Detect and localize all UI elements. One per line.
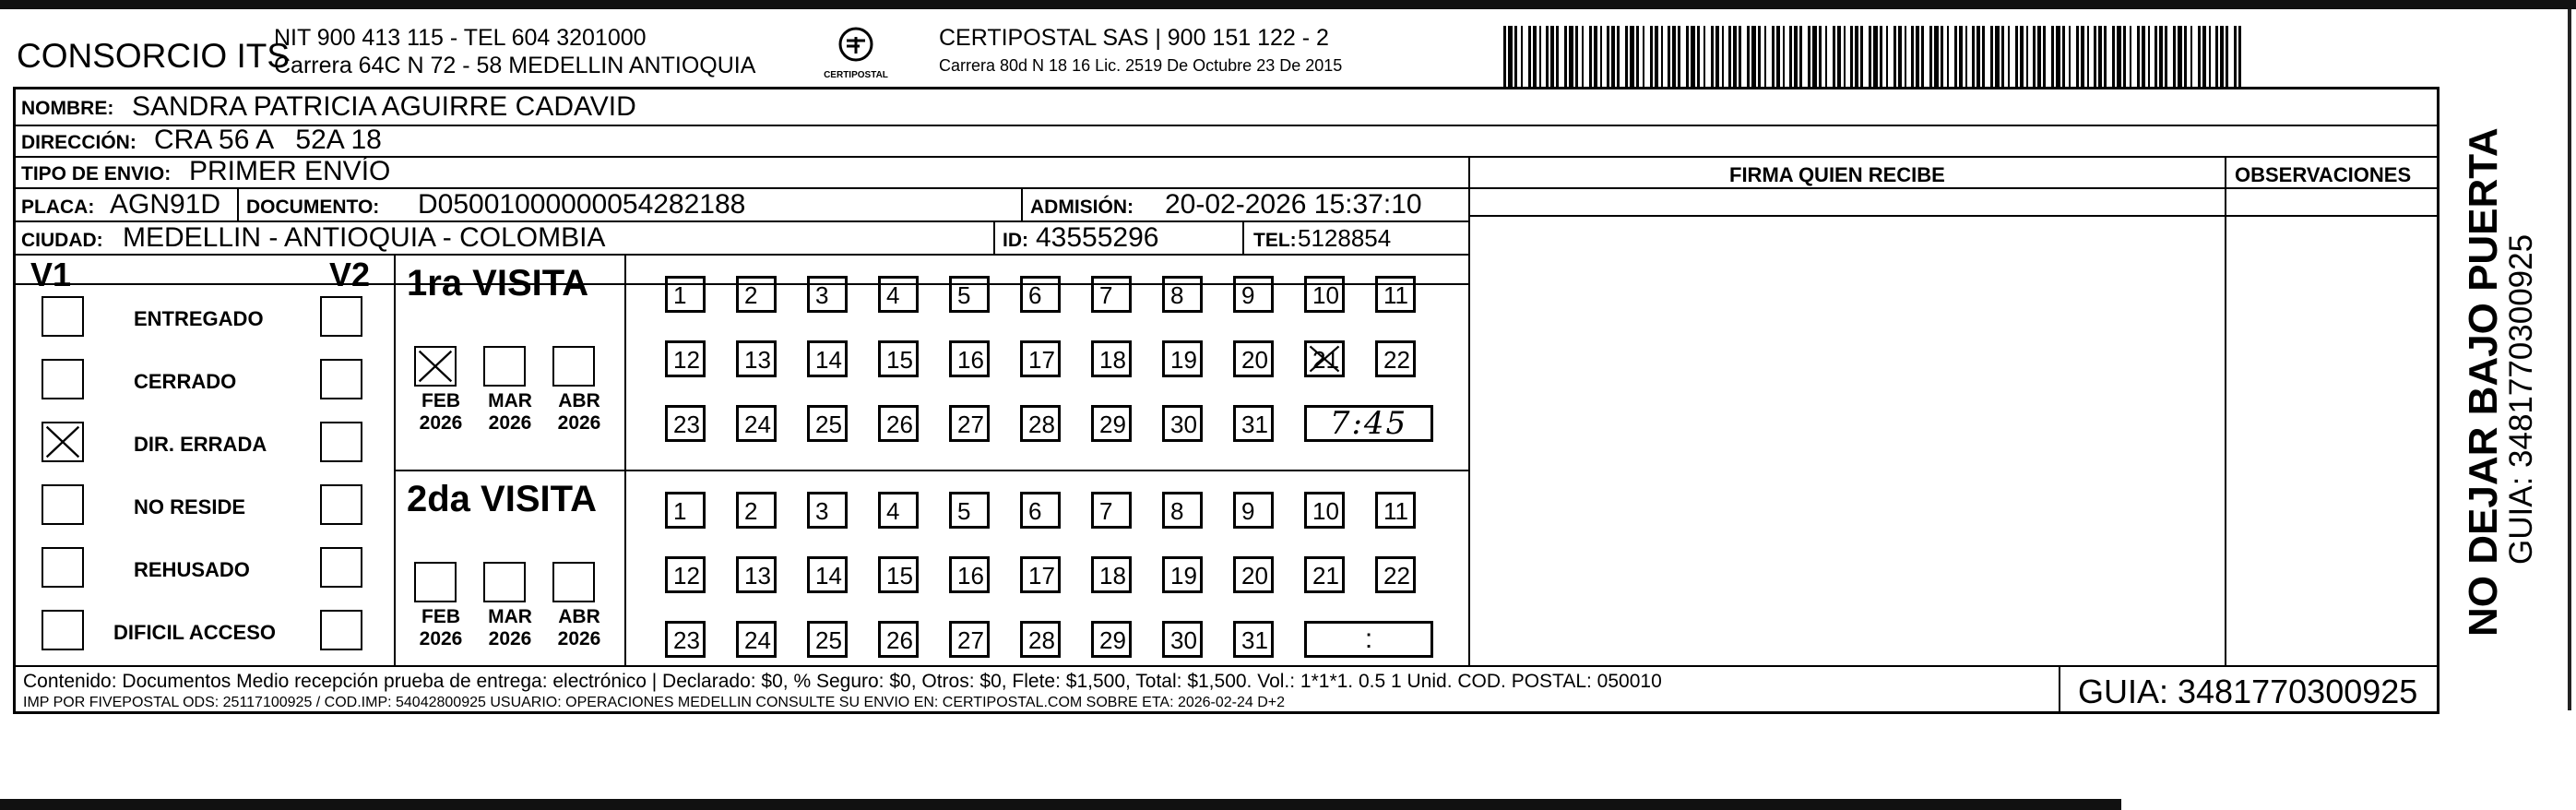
day-box[interactable]: 14: [807, 340, 848, 377]
tel-value: 5128854: [1298, 224, 1392, 252]
day-box[interactable]: 28: [1020, 621, 1061, 658]
day-box[interactable]: 8: [1162, 276, 1203, 313]
carrier-line: CERTIPOSTAL SAS | 900 151 122 - 2: [939, 25, 1329, 51]
day-box[interactable]: 16: [949, 340, 990, 377]
day-box[interactable]: 20: [1233, 340, 1274, 377]
day-box[interactable]: 25: [807, 405, 848, 442]
top-edge: [0, 0, 2576, 9]
day-box[interactable]: 13: [736, 556, 777, 593]
day-box[interactable]: 14: [807, 556, 848, 593]
day-box[interactable]: 23: [665, 405, 706, 442]
day-box[interactable]: 26: [878, 405, 919, 442]
day-box[interactable]: 13: [736, 340, 777, 377]
day-box[interactable]: 3: [807, 276, 848, 313]
footer-contenido: Contenido: Documentos Medio recepción prueba de entrega: electrónico | Declarado: $0, % Seguro: $0, Otros: $0, Flete: $1,500, Total: $1,500. Vol.: 1*1*1. 0.5 1 Unid. COD. POSTAL: 050010: [23, 671, 1662, 692]
day-box[interactable]: 6: [1020, 492, 1061, 529]
visit-title: 1ra VISITA: [407, 263, 589, 304]
day-box[interactable]: 15: [878, 340, 919, 377]
day-box[interactable]: 25: [807, 621, 848, 658]
placa-value: AGN91D: [110, 189, 221, 220]
day-box[interactable]: 5: [949, 492, 990, 529]
month-checkbox[interactable]: [552, 562, 595, 602]
day-box[interactable]: 29: [1091, 621, 1132, 658]
day-box[interactable]: 11: [1375, 276, 1416, 313]
status-label: NO RESIDE: [134, 495, 246, 518]
day-box[interactable]: 22: [1375, 556, 1416, 593]
day-box[interactable]: 19: [1162, 556, 1203, 593]
documento-value: D05001000000054282188: [418, 189, 746, 220]
month-label: MAR 2026: [488, 606, 532, 649]
day-box[interactable]: 31: [1233, 621, 1274, 658]
day-box[interactable]: 17: [1020, 556, 1061, 593]
day-box[interactable]: 1: [665, 492, 706, 529]
day-box[interactable]: 29: [1091, 405, 1132, 442]
day-box[interactable]: 2: [736, 276, 777, 313]
v1-label: V1: [30, 256, 72, 293]
month-label: ABR 2026: [557, 606, 601, 649]
day-box[interactable]: 3: [807, 492, 848, 529]
nombre-label: NOMBRE:: [21, 98, 114, 119]
day-box[interactable]: 30: [1162, 405, 1203, 442]
company-name: CONSORCIO ITS: [17, 37, 291, 75]
direccion-label: DIRECCIÓN:: [21, 132, 137, 153]
status-v1-checkbox[interactable]: [42, 547, 84, 588]
tel-label: TEL:: [1253, 230, 1297, 251]
status-label: REHUSADO: [134, 558, 250, 581]
carrier-info: [939, 24, 1342, 79]
day-box[interactable]: 17: [1020, 340, 1061, 377]
visit-title: 2da VISITA: [407, 479, 597, 519]
company-info: [274, 24, 755, 79]
status-v2-checkbox[interactable]: [320, 296, 362, 337]
status-v2-checkbox[interactable]: [320, 422, 362, 462]
day-box[interactable]: 4: [878, 492, 919, 529]
day-box[interactable]: 28: [1020, 405, 1061, 442]
day-box[interactable]: 27: [949, 621, 990, 658]
documento-label: DOCUMENTO:: [246, 197, 380, 218]
month-label: FEB 2026: [419, 390, 463, 434]
id-label: ID:: [1003, 230, 1028, 251]
ciudad-label: CIUDAD:: [21, 230, 103, 251]
month-checkbox[interactable]: [552, 346, 595, 387]
status-v1-checkbox[interactable]: [42, 359, 84, 399]
right-edge: [2568, 9, 2571, 710]
day-box[interactable]: 7: [1091, 492, 1132, 529]
admision-value: 20-02-2026 15:37:10: [1165, 189, 1422, 220]
status-v1-checkbox[interactable]: [42, 296, 84, 337]
firma-header: FIRMA QUIEN RECIBE: [1729, 163, 1945, 186]
day-box[interactable]: 7: [1091, 276, 1132, 313]
status-label: DIR. ERRADA: [134, 433, 267, 456]
address-line: Carrera 64C N 72 - 58 MEDELLIN ANTIOQUIA: [274, 53, 756, 78]
day-box[interactable]: 8: [1162, 492, 1203, 529]
day-box[interactable]: 12: [665, 340, 706, 377]
status-label: ENTREGADO: [134, 307, 264, 330]
status-v2-checkbox[interactable]: [320, 610, 362, 650]
status-v1-checkbox[interactable]: [42, 422, 84, 462]
tipo-label: TIPO DE ENVIO:: [21, 163, 172, 185]
day-box[interactable]: 30: [1162, 621, 1203, 658]
day-box[interactable]: 20: [1233, 556, 1274, 593]
side-warning: NO DEJAR BAJO PUERTA: [2461, 127, 2506, 637]
id-value: 43555296: [1036, 222, 1159, 253]
status-v2-checkbox[interactable]: [320, 547, 362, 588]
day-box[interactable]: 21: [1304, 556, 1345, 593]
nit-line: NIT 900 413 115 - TEL 604 3201000: [274, 25, 647, 51]
month-checkbox[interactable]: [483, 346, 526, 387]
day-box[interactable]: 26: [878, 621, 919, 658]
status-v2-checkbox[interactable]: [320, 359, 362, 399]
month-label: MAR 2026: [488, 390, 532, 434]
day-box[interactable]: 24: [736, 621, 777, 658]
day-box[interactable]: 1: [665, 276, 706, 313]
nombre-value: SANDRA PATRICIA AGUIRRE CADAVID: [132, 91, 636, 122]
delivery-form: [13, 87, 2439, 714]
footer-imp: IMP POR FIVEPOSTAL ODS: 25117100925 / COD.IMP: 54042800925 USUARIO: OPERACIONES MEDELLIN CONSULTE SU ENVIO EN: CERTIPOSTAL.COM SOBRE ETA: 2026-02-24 D+2: [23, 695, 1286, 710]
day-box[interactable]: 6: [1020, 276, 1061, 313]
day-box[interactable]: 9: [1233, 492, 1274, 529]
day-box[interactable]: 18: [1091, 556, 1132, 593]
header: [0, 13, 2576, 89]
time-box[interactable]: :: [1304, 621, 1433, 658]
month-checkbox[interactable]: [414, 346, 457, 387]
day-box[interactable]: 19: [1162, 340, 1203, 377]
status-label: DIFICIL ACCESO: [113, 621, 277, 644]
day-box[interactable]: 10: [1304, 492, 1345, 529]
day-box[interactable]: 22: [1375, 340, 1416, 377]
footer-guia: GUIA: 3481770300925: [2078, 673, 2418, 710]
svg-text:CERTIPOSTAL: CERTIPOSTAL: [824, 70, 888, 80]
time-box[interactable]: 7:45: [1304, 405, 1433, 442]
admision-label: ADMISIÓN:: [1030, 197, 1134, 218]
certipostal-logo: [823, 20, 889, 87]
day-box[interactable]: 5: [949, 276, 990, 313]
status-v2-checkbox[interactable]: [320, 484, 362, 525]
day-box[interactable]: 11: [1375, 492, 1416, 529]
day-box[interactable]: 24: [736, 405, 777, 442]
day-box[interactable]: 23: [665, 621, 706, 658]
barcode: [1503, 26, 2241, 89]
v2-label: V2: [329, 256, 371, 293]
day-box[interactable]: 2: [736, 492, 777, 529]
direccion-value: CRA 56 A 52A 18: [154, 125, 382, 155]
status-v1-checkbox[interactable]: [42, 484, 84, 525]
month-label: ABR 2026: [557, 390, 601, 434]
placa-label: PLACA:: [21, 197, 95, 218]
day-box[interactable]: 9: [1233, 276, 1274, 313]
day-box[interactable]: 4: [878, 276, 919, 313]
day-box[interactable]: 15: [878, 556, 919, 593]
observaciones-header: OBSERVACIONES: [2235, 163, 2412, 186]
month-label: FEB 2026: [419, 606, 463, 649]
day-box[interactable]: 12: [665, 556, 706, 593]
day-box[interactable]: 21: [1304, 340, 1345, 377]
carrier-license: Carrera 80d N 18 16 Lic. 2519 De Octubre 23 De 2015: [939, 56, 1343, 75]
day-box[interactable]: 18: [1091, 340, 1132, 377]
month-checkbox[interactable]: [483, 562, 526, 602]
side-guia: GUIA: 3481770300925: [2503, 233, 2539, 565]
day-box[interactable]: 27: [949, 405, 990, 442]
day-box[interactable]: 10: [1304, 276, 1345, 313]
day-box[interactable]: 16: [949, 556, 990, 593]
bottom-edge: [0, 799, 2121, 810]
tipo-value: PRIMER ENVÍO: [189, 156, 391, 186]
status-label: CERRADO: [134, 370, 237, 393]
day-box[interactable]: 31: [1233, 405, 1274, 442]
status-v1-checkbox[interactable]: [42, 610, 84, 650]
ciudad-value: MEDELLIN - ANTIOQUIA - COLOMBIA: [123, 222, 606, 253]
month-checkbox[interactable]: [414, 562, 457, 602]
